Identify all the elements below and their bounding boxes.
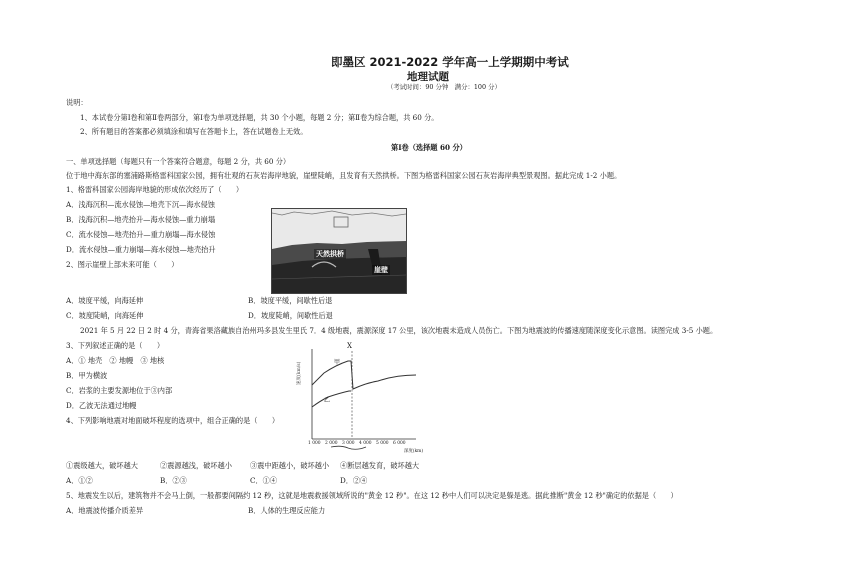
figure-label-yi: 乙 — [324, 397, 331, 404]
seismic-wave-figure — [296, 342, 424, 455]
figure-tick: 1 000 — [308, 441, 321, 446]
q3-option-d: D．乙波无法通过地幔 — [66, 401, 137, 410]
figure-label-x: X — [347, 342, 352, 350]
q4-option-b: B．②③ — [160, 476, 187, 485]
question-5-stem: 5、地震发生以后，建筑物并不会马上倒，一般都要间隔约 12 秒，这就是地震救援领域所说的"黄金 12 秒"。在这 12 秒中人们可以决定是躲是逃。据此推断"黄金 12 秒"确定的依据是（ ） — [66, 491, 678, 500]
q4-statement: ④断层越发育，破坏越大 — [340, 461, 420, 470]
q4-statement: ①震级越大，破坏越大 — [66, 461, 138, 470]
exam-info: （考试时间：90 分钟 满分：100 分） — [387, 83, 501, 91]
figure-tick: 3 000 — [342, 441, 355, 446]
photo-label-arch: 天然拱桥 — [316, 249, 344, 258]
instruction-item: 2、所有题目的答案都必须填涂和填写在答题卡上，答在试题卷上无效。 — [80, 127, 308, 136]
q2-option-d: D．坡度陡峭，间歇性后退 — [248, 311, 333, 320]
figure-ylabel: 速度(km/s) — [297, 361, 302, 385]
q1-option-b: B．浅海沉积—地壳抬升—海水侵蚀—重力崩塌 — [66, 215, 216, 224]
part-heading: 一、单项选择题（每题只有一个答案符合题意，每题 2 分，共 60 分） — [66, 157, 291, 166]
q4-option-c: C．①④ — [250, 476, 278, 485]
figure-tick: 6 000 — [393, 441, 406, 446]
subject-title: 地理试题 — [407, 71, 449, 83]
seismic-wave-plot — [296, 345, 420, 455]
q2-option-a: A．坡度平缓，向海延伸 — [66, 296, 144, 305]
q1-option-a: A．浅海沉积—流水侵蚀—地壳下沉—海水侵蚀 — [66, 200, 215, 209]
q5-option-b: B．人体的生理反应能力 — [248, 506, 326, 515]
q3-option-c: C．岩浆的主要发源地位于③内部 — [66, 386, 173, 395]
passage-1: 位于地中海东部的塞浦路斯格雷科国家公园，拥有壮观的石灰岩海岸地貌，崖壁陡峭，且发育有天然拱桥。下图为格雷科国家公园石灰岩海岸典型景观图。据此完成 1-2 小题。 — [66, 171, 622, 180]
q5-option-a: A．地震波传播介质差异 — [66, 506, 144, 515]
q1-option-d: D．流水侵蚀—重力崩塌—海水侵蚀—地壳抬升 — [66, 245, 216, 254]
question-1-stem: 1、格雷科国家公园海岸地貌的形成依次经历了（ ） — [66, 185, 244, 194]
figure-label-jia: 甲 — [334, 359, 341, 366]
photo-label-cliff: 崖壁 — [374, 265, 388, 274]
q4-statement: ③震中距越小，破坏越小 — [250, 461, 330, 470]
section-title: 第Ⅰ卷（选择题 60 分） — [391, 143, 467, 152]
exam-title: 即墨区 2021-2022 学年高一上学期期中考试 — [331, 55, 569, 69]
question-3-stem: 3、下列叙述正确的是（ ） — [66, 341, 165, 350]
question-4-stem: 4、下列影响地震对地面破坏程度的选项中，组合正确的是（ ） — [66, 416, 280, 425]
q3-option-a: A．① 地壳 ② 地幔 ③ 地核 — [66, 356, 165, 365]
q4-statement: ②震源越浅，破坏越小 — [160, 461, 232, 470]
coast-photo — [271, 208, 407, 294]
instruction-item: 1、本试卷分第Ⅰ卷和第Ⅱ卷两部分，第Ⅰ卷为单项选择题，共 30 个小题，每题 2 分；第Ⅱ卷为综合题，共 60 分。 — [80, 113, 439, 122]
figure-tick: 4 000 — [359, 441, 372, 446]
passage-2: 2021 年 5 月 22 日 2 时 4 分，青海省果洛藏族自治州玛多县发生里氏 7．4 级地震，震源深度 17 公里，该次地震未造成人员伤亡。下图为地震波的传播速度随深度变化示意图。读图完成 3-5 小题。 — [80, 326, 718, 335]
q2-option-c: C．坡度陡峭，向海延伸 — [66, 311, 144, 320]
q2-option-b: B．坡度平缓，间歇性后退 — [248, 296, 333, 305]
instructions-label: 说明： — [66, 98, 88, 107]
q3-option-b: B．甲为横波 — [66, 371, 108, 380]
figure-xlabel: 深度(km) — [404, 449, 424, 454]
q4-option-d: D．②④ — [340, 476, 368, 485]
q4-option-a: A．①② — [66, 476, 93, 485]
question-2-stem: 2、图示崖壁上部未来可能（ ） — [66, 260, 179, 269]
figure-tick: 5 000 — [376, 441, 389, 446]
figure-tick: 2 000 — [325, 441, 338, 446]
q1-option-c: C．流水侵蚀—地壳抬升—重力崩塌—海水侵蚀 — [66, 230, 216, 239]
